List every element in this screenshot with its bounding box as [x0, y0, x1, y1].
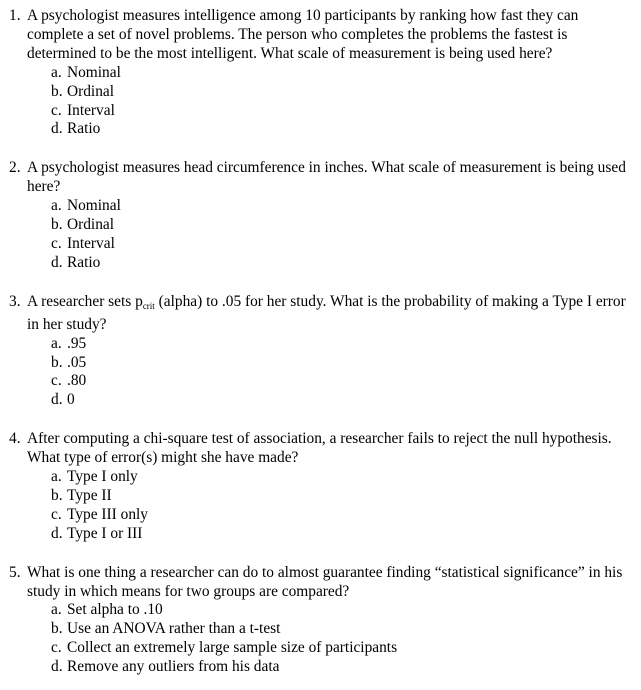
option-letter: c.	[51, 639, 62, 657]
option-b[interactable]	[51, 216, 631, 235]
option-text: Remove any outliers from his data	[67, 658, 280, 676]
option-b[interactable]	[51, 620, 631, 639]
option-letter: a.	[51, 334, 62, 352]
question-3	[9, 293, 631, 410]
question-number: 1.	[9, 7, 21, 24]
option-text: Type I or III	[67, 524, 143, 542]
question-1	[9, 7, 631, 139]
option-text: .80	[67, 372, 87, 390]
option-letter: a.	[51, 601, 62, 619]
option-text: Nominal	[67, 197, 121, 215]
option-text: Nominal	[67, 63, 121, 81]
option-c[interactable]	[51, 372, 631, 391]
option-text: Ordinal	[67, 82, 115, 100]
option-text: Ratio	[67, 253, 101, 271]
option-letter: c.	[51, 234, 62, 252]
option-letter: c.	[51, 505, 62, 523]
option-letter: a.	[51, 63, 62, 81]
question-number: 5.	[9, 563, 21, 581]
question-text: A psychologist measures head circumference in inches. What scale of measurement is being used here?	[27, 159, 626, 196]
question-text-after: (alpha) to .05 for her study. What is the probability of making a Type I error in her study?	[27, 292, 626, 333]
option-letter: a.	[51, 468, 62, 486]
option-c[interactable]	[51, 639, 631, 658]
question-number: 4.	[9, 430, 21, 448]
option-letter: b.	[51, 216, 63, 234]
option-list	[9, 601, 631, 677]
option-d[interactable]	[51, 391, 631, 410]
option-list	[9, 468, 631, 544]
question-5	[9, 564, 631, 677]
option-c[interactable]	[51, 102, 631, 121]
option-text: Ratio	[67, 120, 101, 138]
question-text-before: A researcher sets p	[27, 292, 143, 310]
option-d[interactable]	[51, 525, 631, 544]
question-number: 2.	[9, 159, 21, 177]
option-b[interactable]	[51, 354, 631, 373]
option-list	[9, 64, 631, 140]
option-text: Type I only	[67, 468, 138, 486]
option-text: .05	[67, 353, 87, 371]
option-a[interactable]	[51, 64, 631, 83]
option-letter: b.	[51, 486, 63, 504]
option-text: .95	[67, 334, 87, 352]
option-letter: b.	[51, 620, 63, 638]
option-a[interactable]	[51, 335, 631, 354]
option-letter: c.	[51, 372, 62, 390]
option-text: Type II	[67, 486, 112, 504]
option-letter: c.	[51, 101, 62, 119]
option-text: Type III only	[67, 505, 148, 523]
option-a[interactable]	[51, 197, 631, 216]
question-4	[9, 430, 631, 543]
option-b[interactable]	[51, 487, 631, 506]
option-letter: b.	[51, 82, 63, 100]
option-text: Ordinal	[67, 216, 115, 234]
option-a[interactable]	[51, 601, 631, 620]
option-d[interactable]	[51, 120, 631, 139]
option-text: 0	[67, 391, 75, 409]
option-letter: a.	[51, 197, 62, 215]
option-b[interactable]	[51, 83, 631, 102]
option-text: Interval	[67, 234, 115, 252]
option-letter: d.	[51, 658, 63, 676]
option-letter: d.	[51, 120, 63, 138]
option-c[interactable]	[51, 235, 631, 254]
option-list	[9, 197, 631, 273]
p-crit-subscript: crit	[142, 300, 155, 311]
option-letter: b.	[51, 353, 63, 371]
question-text	[27, 293, 631, 335]
option-d[interactable]	[51, 658, 631, 677]
option-text: Use an ANOVA rather than a t-test	[67, 620, 281, 638]
option-d[interactable]	[51, 254, 631, 273]
option-text: Set alpha to .10	[67, 601, 163, 619]
question-text: A psychologist measures intelligence among 10 participants by ranking how fast they can complete a set of novel problems. The person who completes the problems the fastest is determined to be the most intelligent. What scale of measurement is being used here?	[27, 7, 579, 62]
option-list	[9, 335, 631, 411]
question-number: 3.	[9, 292, 21, 310]
option-a[interactable]	[51, 468, 631, 487]
question-2	[9, 159, 631, 272]
question-text: After computing a chi-square test of association, a researcher fails to reject the null hypothesis. What type of error(s) might she have made?	[27, 430, 612, 467]
option-letter: d.	[51, 391, 63, 409]
option-text: Interval	[67, 101, 115, 119]
option-letter: d.	[51, 524, 63, 542]
option-c[interactable]	[51, 506, 631, 525]
question-text: What is one thing a researcher can do to almost guarantee finding “statistical significance” in his study in which means for two groups are compared?	[27, 563, 623, 600]
option-text: Collect an extremely large sample size of participants	[67, 639, 398, 657]
option-letter: d.	[51, 253, 63, 271]
